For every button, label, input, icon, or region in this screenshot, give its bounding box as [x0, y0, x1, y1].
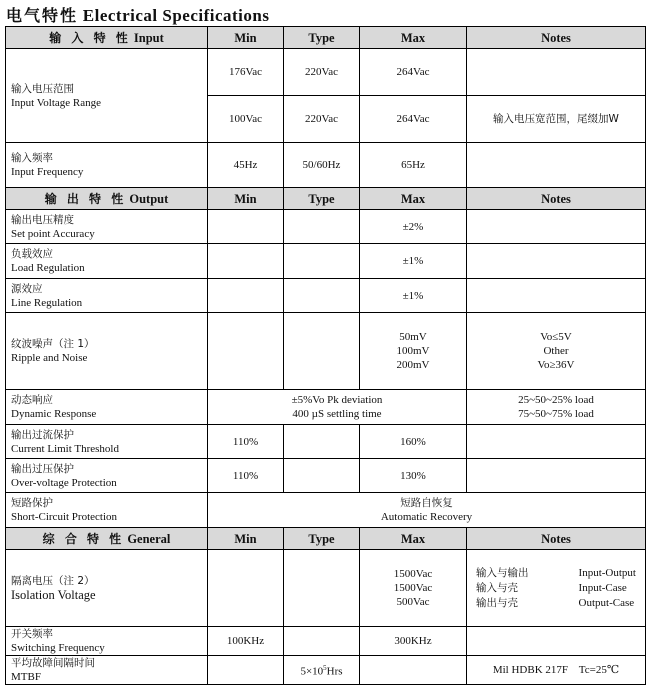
general-header-row: 综 合 特 性 General Min Type Max Notes	[6, 528, 646, 550]
input-header-row	[6, 27, 646, 49]
table-row: 输入电压范围 Input Voltage Range 176Vac 220Vac 264Vac	[6, 49, 646, 96]
param-load-regulation: 负载效应 Load Regulation	[6, 244, 208, 279]
spec-table	[5, 26, 646, 685]
param-input-frequency: 输入频率 Input Frequency	[6, 143, 208, 188]
input-section-title: 输 入 特 性 Input	[6, 27, 208, 49]
table-row: 平均故障间隔时间 MTBF $5\times 10^5Hrs$ Mil HDBK 217F Tc=25℃	[6, 656, 646, 685]
table-row: 纹波噪声（注 1） Ripple and Noise 50mV 100mV 200mV Vo≤5V Other Vo≥36V	[6, 313, 646, 390]
table-row: 输出过流保护 Current Limit Threshold 110% 160%	[6, 425, 646, 459]
col-notes: Notes	[467, 27, 646, 49]
param-mtbf: 平均故障间隔时间 MTBF	[6, 656, 208, 685]
param-input-voltage: 输入电压范围 Input Voltage Range	[6, 49, 208, 143]
table-row: 100Vac 220Vac 264Vac 输入电压宽范围，尾缀加W	[6, 96, 646, 143]
param-isolation: 隔离电压（注 2） Isolation Voltage	[6, 550, 208, 627]
table-row: 输入频率 Input Frequency 45Hz 50/60Hz 65Hz	[6, 143, 646, 188]
table-row: 负载效应 Load Regulation ±1%	[6, 244, 646, 279]
table-row: 隔离电压（注 2） Isolation Voltage 1500Vac 1500Vac 500Vac 输入与输出 输入与壳 输出与壳 Input-Output Input-Case Output-Case	[6, 550, 646, 627]
table-row: 输出过压保护 Over-voltage Protection 110% 130%	[6, 459, 646, 493]
title-cn: 电气特性	[6, 6, 79, 25]
output-section-title: 输 出 特 性 Output	[6, 188, 208, 210]
param-dynamic-response: 动态响应 Dynamic Response	[6, 390, 208, 425]
table-row: 源效应 Line Regulation ±1%	[6, 279, 646, 313]
table-row: 开关频率 Switching Frequency 100KHz 300KHz	[6, 627, 646, 656]
param-current-limit: 输出过流保护 Current Limit Threshold	[6, 425, 208, 459]
param-accuracy: 输出电压精度 Set point Accuracy	[6, 210, 208, 244]
page-title	[6, 3, 269, 26]
table-row: 短路保护 Short-Circuit Protection 短路自恢复 Automatic Recovery	[6, 493, 646, 528]
col-type: Type	[284, 27, 360, 49]
title-en: Electrical Specifications	[82, 6, 270, 25]
param-over-voltage: 输出过压保护 Over-voltage Protection	[6, 459, 208, 493]
col-max: Max	[360, 27, 467, 49]
table-row: 输出电压精度 Set point Accuracy ±2%	[6, 210, 646, 244]
col-min: Min	[208, 27, 284, 49]
param-switching-frequency: 开关频率 Switching Frequency	[6, 627, 208, 656]
param-short-circuit: 短路保护 Short-Circuit Protection	[6, 493, 208, 528]
param-line-regulation: 源效应 Line Regulation	[6, 279, 208, 313]
general-section-title: 综 合 特 性 General	[6, 528, 208, 550]
table-row: 动态响应 Dynamic Response ±5%Vo Pk deviation 400 µS settling time 25~50~25% load 75~50~75% load	[6, 390, 646, 425]
output-header-row: 输 出 特 性 Output Min Type Max Notes	[6, 188, 646, 210]
param-ripple-noise: 纹波噪声（注 1） Ripple and Noise	[6, 313, 208, 390]
